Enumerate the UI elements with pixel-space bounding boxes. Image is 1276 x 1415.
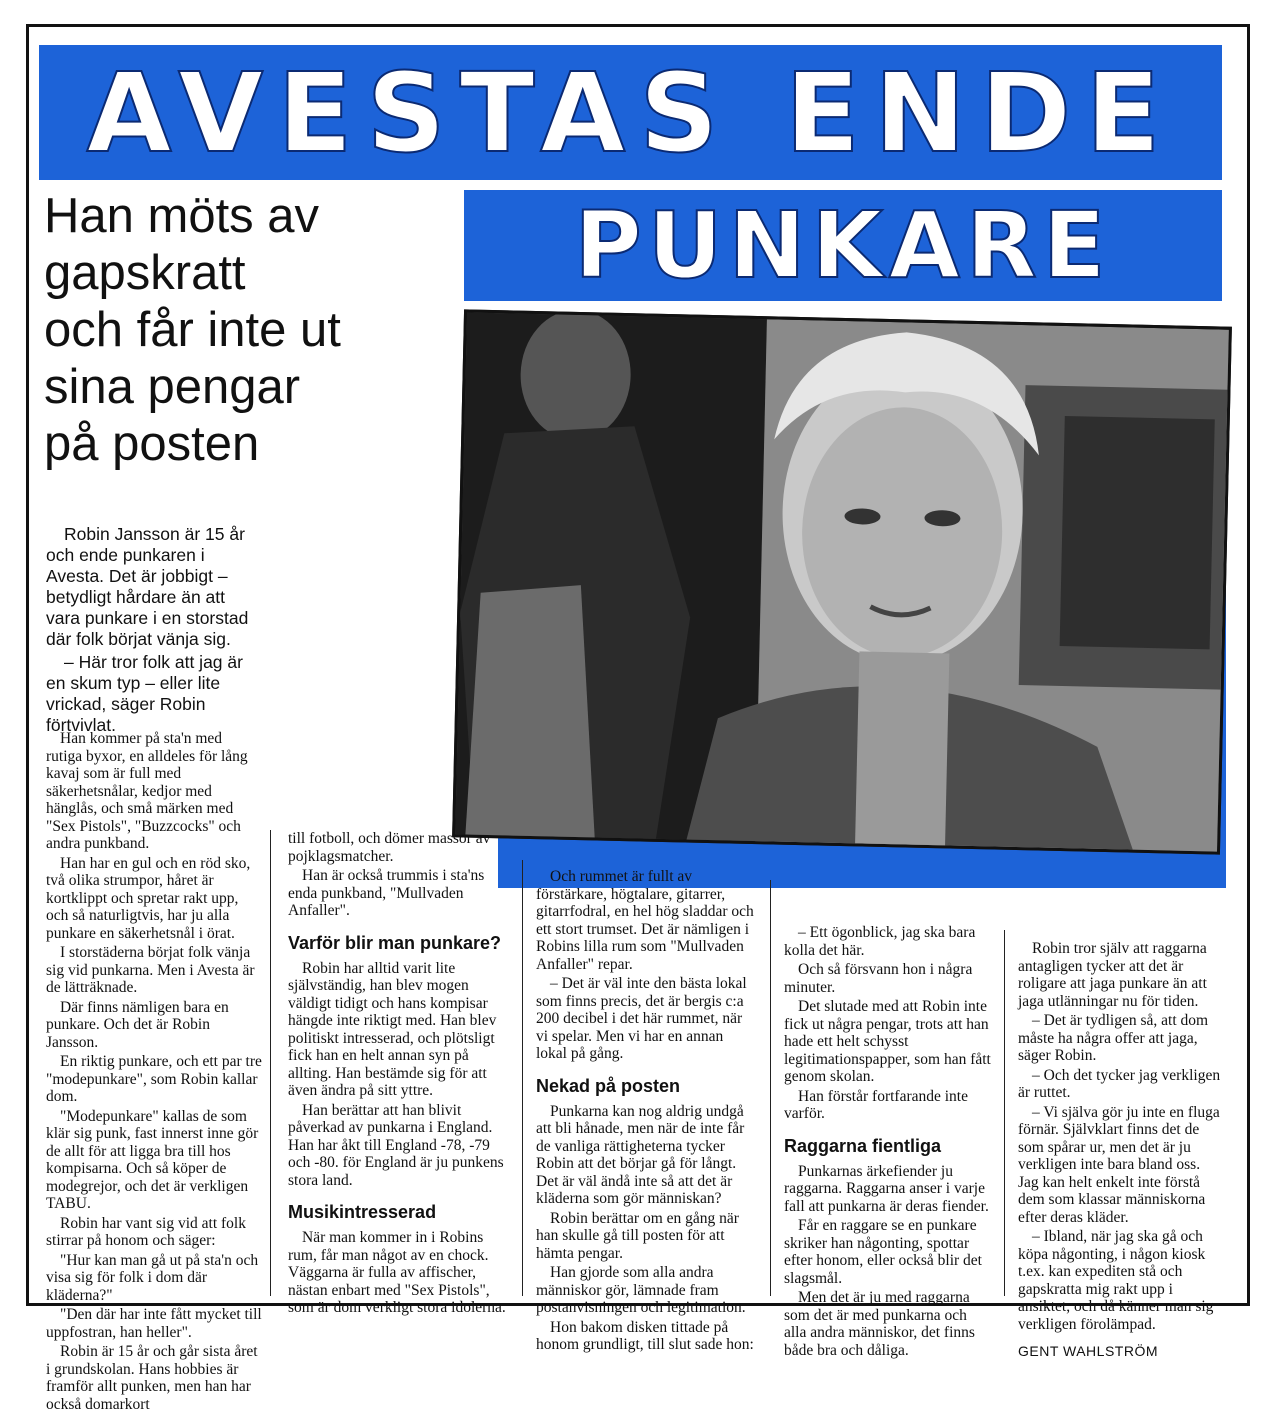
paragraph: Han berättar att han blivit påverkad av punkarna i England. Han har åkt till England -78, -79 och -80. för England är ju punkens stora land. — [288, 1101, 504, 1189]
subheading: Varför blir man punkare? — [288, 932, 502, 953]
column-rule — [770, 880, 771, 1296]
ingress-paragraph: Robin Jansson är 15 år och ende punkaren i Avesta. Det är jobbigt – betydligt hårdare än att vara punkare i en storstad där folk börjat vänja sig. — [46, 524, 249, 649]
ingress-paragraph: – Här tror folk att jag är en skum typ – eller lite vrickad, säger Robin förtvivlat. — [46, 652, 243, 735]
headline-banner-bottom — [464, 190, 1222, 301]
paragraph: Han kommer på sta'n med rutiga byxor, en alldeles för lång kavaj som är full med säkerhetsnålar, kedjor med hänglås, och små märken med "Sex Pistols", "Buzzcocks" och andra punkband. — [46, 730, 248, 852]
deck-line: på posten — [44, 417, 260, 471]
paragraph: Han har en gul och en röd sko, två olika strumpor, håret är kortklippt och spretar rakt upp, och så naturligtvis, har ju alla punkare en säkerhetsnål i örat. — [46, 854, 251, 942]
paragraph: "Hur kan man gå ut på sta'n och visa sig för folk i dom där kläderna?" — [46, 1251, 259, 1304]
column-rule — [270, 830, 271, 1296]
paragraph: Robin berättar om en gång när han skulle gå till posten för att hämta pengar. — [536, 1209, 739, 1262]
paragraph: – Det är väl inte den bästa lokal som finns precis, det är bergis c:a 200 decibel i det här rummet, när vi spelar. Men vi har en annan lokal på gång. — [536, 975, 747, 1062]
paragraph: Han förstår fortfarande inte varför. — [784, 1087, 968, 1122]
paragraph: – Ett ögonblick, jag ska bara kolla det här. — [784, 924, 976, 959]
paragraph: Punkarnas ärkefiender ju raggarna. Raggarna anser i varje fall att punkarna är deras fiender. — [784, 1162, 989, 1215]
paragraph: – Ibland, när jag ska gå och köpa någonting, i någon kiosk t.ex. kan expediten stå och gapskratta mig rakt upp i ansiktet, och då känner man sig verkligen förolämpad. — [1018, 1228, 1214, 1333]
column-rule — [1004, 930, 1005, 1296]
paragraph: Det slutade med att Robin inte fick ut några pengar, trots att han hade ett helt schysst legitimationspapper, som han fått genom skolan. — [784, 998, 991, 1085]
column-rule — [522, 860, 523, 1296]
subheading: Musikintresserad — [288, 1202, 437, 1222]
paragraph: Robin tror själv att raggarna antagligen tycker att det är roligare att jaga punkare än att jaga utlänningar nu för tiden. — [1018, 940, 1207, 1010]
paragraph: – Och det tycker jag verkligen är ruttet. — [1018, 1066, 1221, 1101]
byline: GENT WAHLSTRÖM — [1018, 1343, 1159, 1359]
paragraph: Robin har vant sig vid att folk stirrar på honom och säger: — [46, 1214, 246, 1249]
paragraph: Han är också trummis i sta'ns enda punkband, "Mullvaden Anfaller". — [288, 867, 485, 919]
subheading: Nekad på posten — [536, 1075, 681, 1096]
paragraph: En riktig punkare, och ett par tre "modepunkare", som Robin kallar dom. — [46, 1053, 262, 1105]
paragraph: "Den där har inte fått mycket till uppfostran, han heller". — [46, 1306, 262, 1341]
paragraph: Robin är 15 år och går sista året i grundskolan. Hans hobbies är framför allt punken, men han har också domarkort — [46, 1343, 258, 1413]
deck-line: Han möts av — [44, 189, 320, 243]
paragraph: "Modepunkare" kallas de som klär sig punk, fast innerst inne gör de allt för att ligga bra till hos kompisarna. Och så köper de modegrejor, och det är verkligen TABU. — [46, 1107, 259, 1212]
paragraph: – Det är tydligen så, att dom måste ha några offer att jaga, säger Robin. — [1018, 1012, 1209, 1064]
paragraph: Robin har alltid varit lite självständig, han blev mogen väldigt tidigt och hans kompisar hängde inte riktigt med. Han blev politiskt intresserad, och plötsligt fick han en helt annan syn på allting. Han bestämde sig för att även ändra på sitt yttre. — [288, 959, 497, 1099]
paragraph: Där finns nämligen bara en punkare. Och det är Robin Jansson. — [46, 998, 229, 1051]
article-column-3 — [536, 868, 758, 1356]
headline-banner-top — [39, 45, 1222, 180]
article-column-4 — [784, 924, 992, 1361]
paragraph: När man kommer in i Robins rum, får man något av en chock. Väggarna är fulla av affischer, nästan enbart med "Sex Pistols", som är dom verkligt stora idolerna. — [288, 1229, 506, 1316]
article-column-1 — [46, 730, 262, 1415]
paragraph: Får en raggare se en punkare skriker han någonting, spottar efter honom, eller också blir det slagsmål. — [784, 1217, 982, 1287]
deck-headline — [44, 188, 449, 473]
deck-line: och får inte ut — [44, 303, 341, 357]
paragraph: Han gjorde som alla andra människor gör, lämnade fram postanvisningen och legitimation. — [536, 1264, 746, 1316]
headline-line2: PUNKARE — [574, 192, 1112, 299]
subheading: Raggarna fientliga — [784, 1135, 942, 1156]
paragraph: Och rummet är fullt av förstärkare, högtalare, gitarrer, gitarrfodral, en hel hög sladdar och ett stort trumset. Det är nämligen i Robins lilla rum som "Mullvaden Anfaller" repar. — [536, 868, 754, 973]
paragraph: Hon bakom disken tittade på honom grundligt, till slut sade hon: — [536, 1318, 754, 1353]
article-column-5 — [1018, 940, 1224, 1361]
paragraph: Punkarna kan nog aldrig undgå att bli hånade, men när de inte får de vanliga rättigheterna tycker Robin att det börjar gå för långt. Det är väl ändå inte så att det är kläderna som gör människan? — [536, 1102, 745, 1207]
article-column-2 — [288, 830, 508, 1319]
paragraph: till fotboll, och dömer massor av pojklagsmatcher. — [288, 830, 491, 865]
headline-line1: AVESTAS ENDE — [86, 48, 1175, 177]
article-ingress — [46, 524, 262, 738]
paragraph: Och så försvann hon i några minuter. — [784, 961, 973, 996]
photo-of-robin — [452, 309, 1232, 854]
paragraph: I storstäderna börjat folk vänja sig vid punkarna. Men i Avesta är de lätträknade. — [46, 944, 255, 996]
paragraph: Men det är ju med raggarna som det är med punkarna och alla andra människor, det finns både bra och dåliga. — [784, 1289, 975, 1359]
paragraph: – Vi själva gör ju inte en fluga förnär. Självklart finns det de som spårar ur, men det är ju verkligen inte bara bland oss. Jag kan helt enkelt inte förstå dem som klassar människorna efter deras kläder. — [1018, 1103, 1220, 1226]
deck-line: sina pengar — [44, 360, 301, 414]
deck-line: gapskratt — [44, 246, 246, 300]
